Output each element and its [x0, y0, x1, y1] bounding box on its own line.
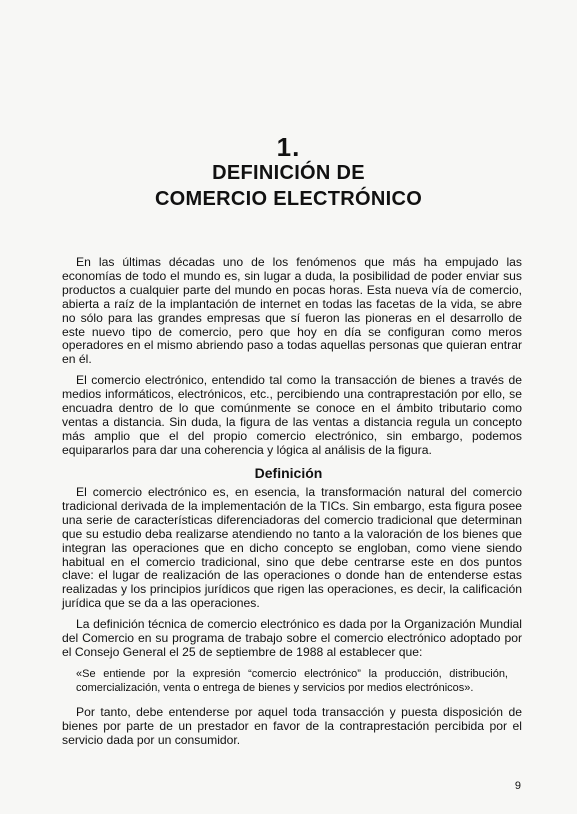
- page-number: 9: [514, 780, 521, 792]
- chapter-title-line-1: DEFINICIÓN DE: [212, 162, 365, 184]
- chapter-title: [0, 160, 577, 212]
- section-paragraph-3: Por tanto, debe entenderse por aquel toda transacción y puesta disposición de bienes por parte de un prestador en favor de la contraprestación percibida por el servicio dada por un consumidor.: [62, 704, 522, 747]
- section-heading: Definición: [254, 465, 323, 481]
- intro-paragraph-2: El comercio electrónico, entendido tal como la transacción de bienes a través de medios informáticos, electrónicos, etc., percibiendo una contraprestación por ello, se encuadra dentro de lo que comúnmente se conoce en el ámbito tributario como ventas a distancia. Sin duda, la figura de las ventas a distancia regula un concepto más amplio que el del propio comercio electrónico, sin embargo, podemos equipararlos para dar una coherencia y lógica al análisis de la figura.: [62, 373, 522, 457]
- chapter-title-line-2: COMERCIO ELECTRÓNICO: [154, 188, 423, 210]
- definition-quote: «Se entiende por la expresión “comercio electrónico” la producción, distribución, comercialización, venta o entrega de bienes y servicios por medios electrónicos».: [76, 667, 508, 695]
- section-paragraph-1: El comercio electrónico es, en esencia, la transformación natural del comercio tradicional derivada de la implementación de la TICs. Sin embargo, esta figura posee una serie de características diferenciadoras del comercio tradicional que determinan que su estudio deba realizarse atendiendo no tanto a la valoración de los bienes que integran las operaciones que en dicho concepto se engloban, como viene siendo habitual en el comercio tradicional, sino que debe centrarse este en dos puntos clave: el lugar de realización de las operaciones o donde han de entenderse estas realizadas y los principios jurídicos que rigen las operaciones, es decir, la calificación jurídica que se da a las operaciones.: [62, 485, 522, 611]
- section-text: [62, 486, 522, 755]
- intro-text: [62, 256, 522, 465]
- chapter-number: 1.: [276, 132, 301, 162]
- intro-paragraph-1: En las últimas décadas uno de los fenómenos que más ha empujado las economías de todo el mundo es, sin lugar a duda, la posibilidad de poder enviar sus productos a cualquier parte del mundo en pocas horas. Esta nueva vía de comercio, abierta a raíz de la implantación de internet en todas las facetas de la vida, se abre no sólo para las grandes empresas que sí fueron las pioneras en el desarrollo de este nuevo tipo de comercio, pero que hoy en día se configuran como meros operadores en el mismo abriendo paso a todas aquellas personas que quieran entrar en él.: [62, 255, 522, 367]
- section-paragraph-2: La definición técnica de comercio electrónico es dada por la Organización Mundial del Comercio en su programa de trabajo sobre el comercio electrónico adoptado por el Consejo General el 25 de septiembre de 1988 al establecer que:: [62, 617, 522, 659]
